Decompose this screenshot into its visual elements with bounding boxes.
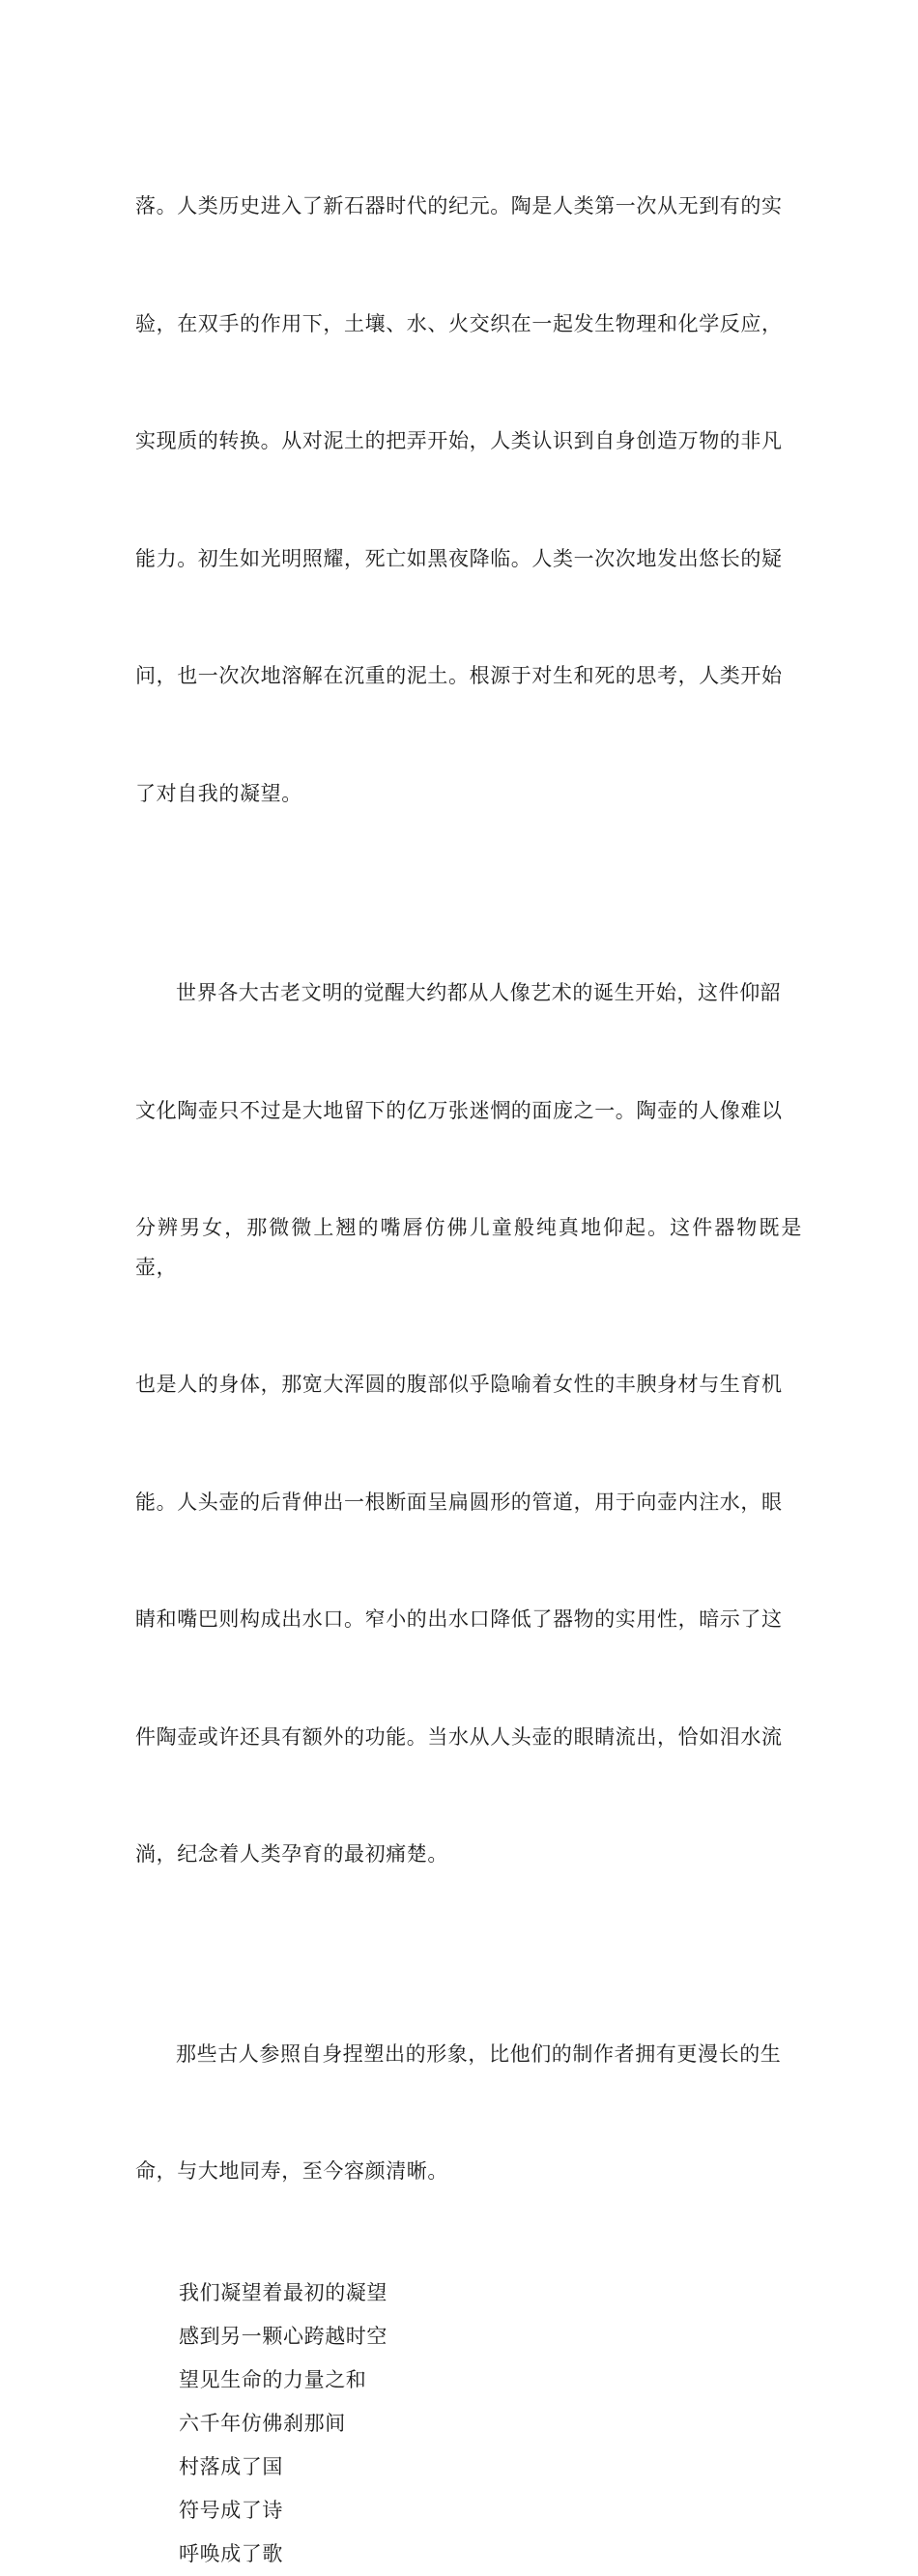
poem-line-3: 望见生命的力量之和 <box>179 2367 367 2391</box>
poem-line-1: 我们凝望着最初的凝望 <box>179 2280 387 2304</box>
poem-line-2: 感到另一颗心跨越时空 <box>179 2324 387 2348</box>
paragraph-2-line-7: 件陶壶或许还具有额外的功能。当水从人头壶的眼睛流出，恰如泪水流 <box>135 1724 783 1749</box>
paragraph-1-line-1: 落。人类历史进入了新石器时代的纪元。陶是人类第一次从无到有的实 <box>135 194 783 217</box>
paragraph-2-line-3: 分辨男女，那微微上翘的嘴唇仿佛儿童般纯真地仰起。这件器物既是壶， <box>135 1216 802 1279</box>
paragraph-3 <box>135 1956 802 2270</box>
paragraph-1-line-3: 实现质的转换。从对泥土的把弄开始，人类认识到自身创造万物的非凡 <box>135 429 783 452</box>
paragraph-3-line-1: 那些古人参照自身捏塑出的形象，比他们的制作者拥有更漫长的生 <box>176 2041 782 2066</box>
paragraph-2-line-6: 睛和嘴巴则构成出水口。窄小的出水口降低了器物的实用性，暗示了这 <box>135 1607 783 1631</box>
document-body <box>135 108 802 2576</box>
paragraph-3-line-2: 命，与大地同寿，至今容颜清晰。 <box>135 2159 448 2183</box>
paragraph-1 <box>135 108 802 891</box>
paragraph-2-line-5: 能。人头壶的后背伸出一根断面呈扁圆形的管道，用于向壶内注水，眼 <box>135 1490 783 1514</box>
paragraph-1-line-6: 了对自我的凝望。 <box>135 781 302 805</box>
paragraph-1-line-5: 问，也一次次地溶解在沉重的泥土。根源于对生和死的思考，人类开始 <box>135 664 783 687</box>
paragraph-2-line-4: 也是人的身体，那宽大浑圆的腹部似乎隐喻着女性的丰腴身材与生育机 <box>135 1373 783 1396</box>
poem <box>135 2272 802 2576</box>
paragraph-2 <box>135 895 802 1953</box>
poem-line-7: 呼唤成了歌 <box>179 2541 283 2565</box>
paragraph-1-line-2: 验，在双手的作用下，土壤、水、火交织在一起发生物理和化学反应， <box>135 311 783 335</box>
paragraph-2-line-1: 世界各大古老文明的觉醒大约都从人像艺术的诞生开始，这件仰韶 <box>176 981 782 1004</box>
paragraph-2-line-2: 文化陶壶只不过是大地留下的亿万张迷惘的面庞之一。陶壶的人像难以 <box>135 1098 783 1122</box>
paragraph-1-line-4: 能力。初生如光明照耀，死亡如黑夜降临。人类一次次地发出悠长的疑 <box>135 546 783 570</box>
poem-line-5: 村落成了国 <box>179 2454 283 2478</box>
poem-line-4: 六千年仿佛刹那间 <box>179 2411 346 2435</box>
paragraph-2-line-8: 淌，纪念着人类孕育的最初痛楚。 <box>135 1842 448 1866</box>
poem-line-6: 符号成了诗 <box>179 2498 283 2522</box>
